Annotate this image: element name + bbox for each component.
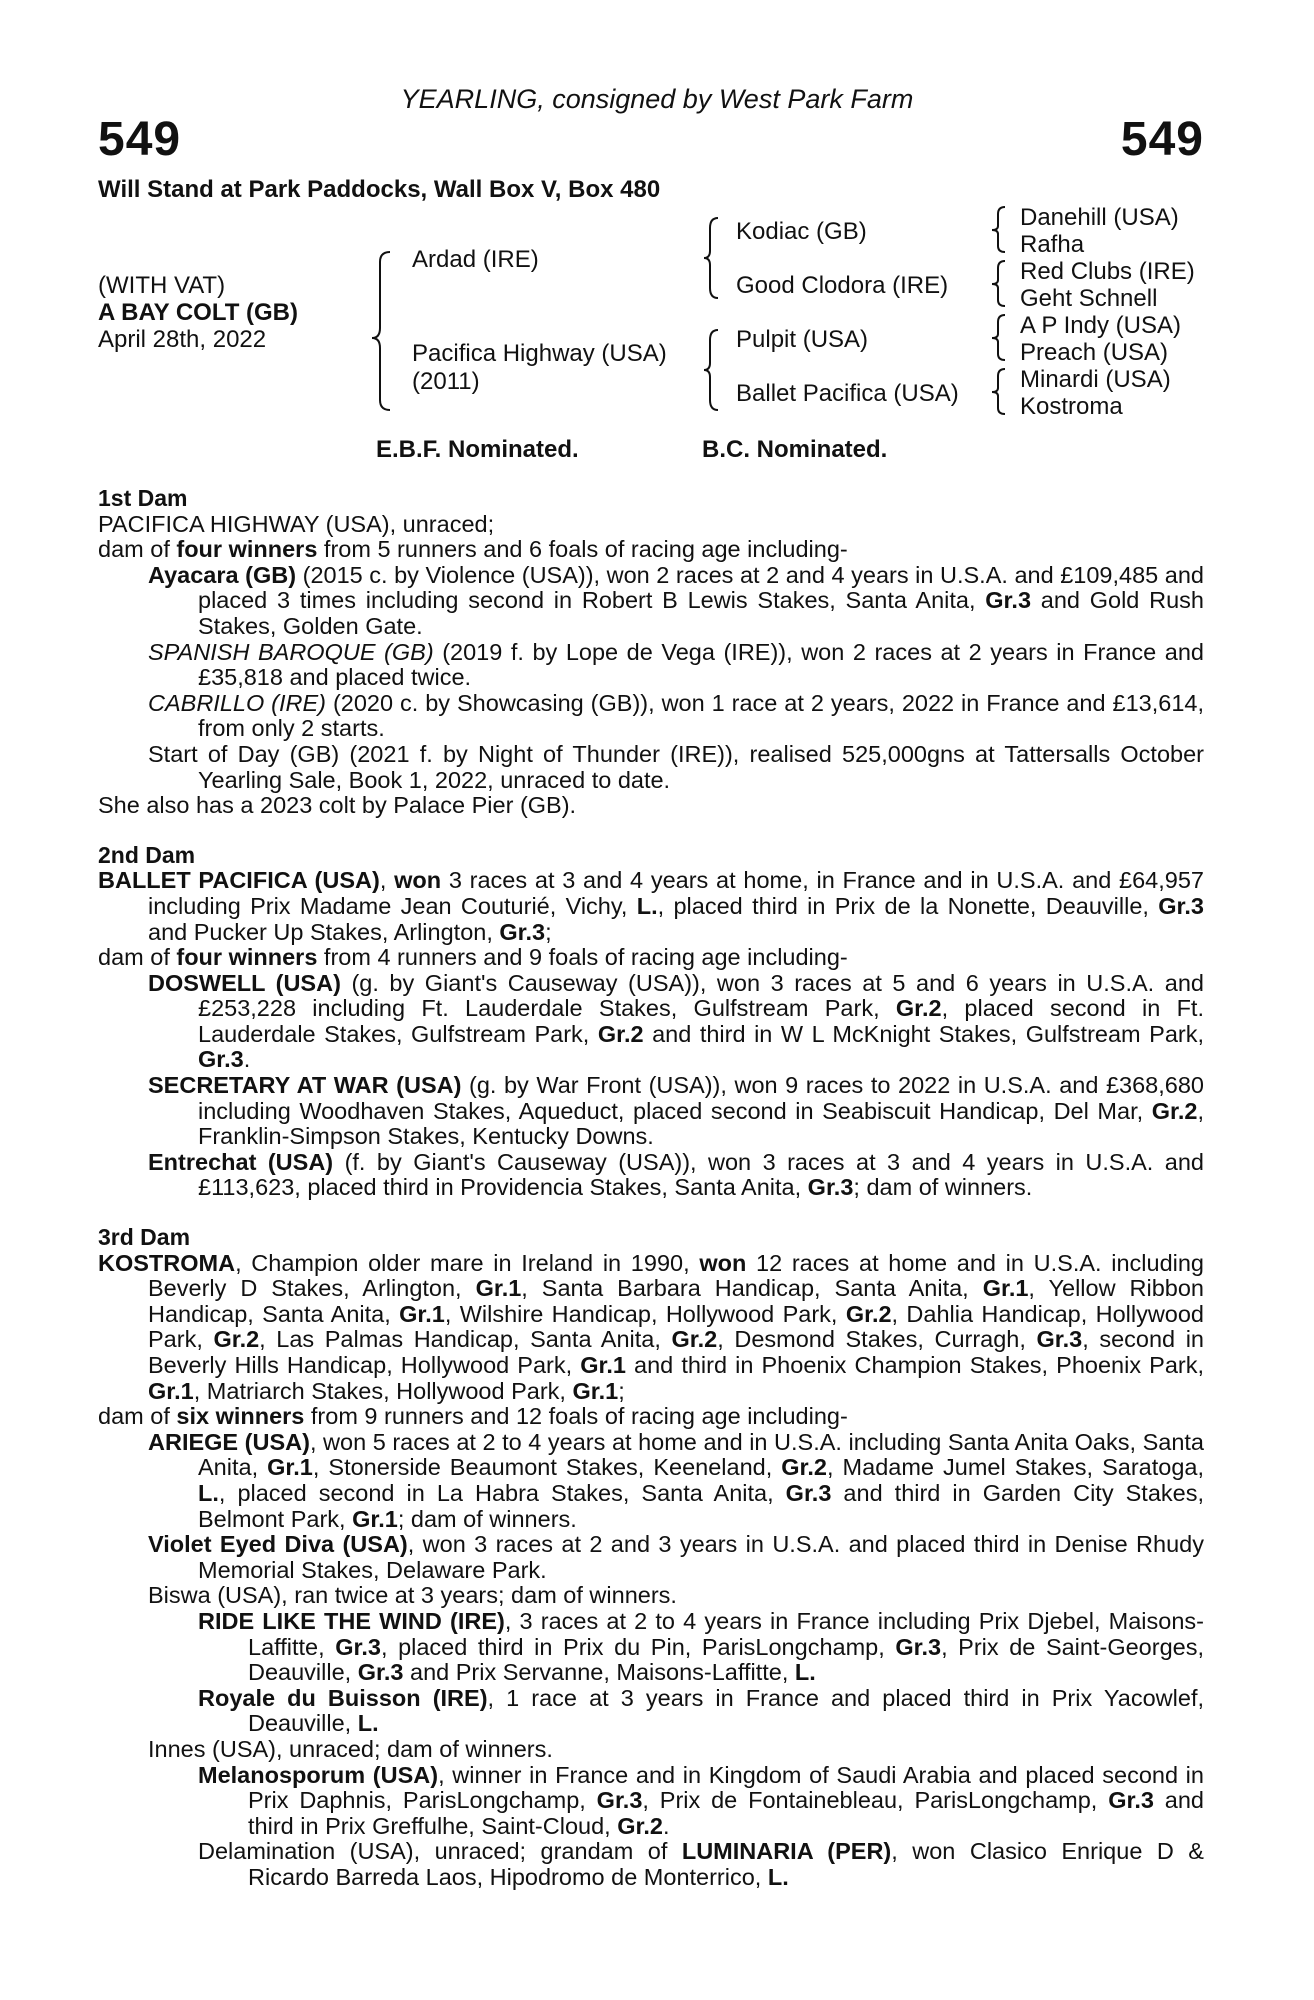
brace-sire — [704, 218, 718, 298]
ancestor-6: Preach (USA) — [1020, 339, 1169, 366]
produce-spanish-baroque: SPANISH BAROQUE (GB) (2019 f. by Lope de Vega (IRE)), won 2 races at 2 years in France and £35,818 and placed twice. — [148, 638, 1204, 691]
vat-note: (WITH VAT) — [98, 272, 226, 299]
second-dam-summary: dam of four winners from 4 runners and 9 foals of racing age including- — [98, 944, 848, 971]
first-dam-summary: dam of four winners from 5 runners and 6 foals of racing age including- — [98, 536, 848, 563]
page-subtitle: YEARLING, consigned by West Park Farm — [400, 84, 914, 114]
lot-number-right: 549 — [1120, 113, 1204, 166]
produce-royale-du-buisson: Royale du Buisson (IRE), 1 race at 3 years in France and placed third in Prix Yacowlef, Deauville, L. — [198, 1684, 1205, 1737]
produce-cabrillo: CABRILLO (IRE) (2020 c. by Showcasing (GB)), won 1 race at 2 years, 2022 in France and £13,614, from only 2 starts. — [148, 689, 1204, 742]
third-dam-heading: 3rd Dam — [98, 1224, 191, 1251]
produce-delamination: Delamination (USA), unraced; grandam of LUMINARIA (PER), won Clasico Enrique D & Ricardo Barreda Laos, Hipodromo de Monterrico, L. — [198, 1838, 1204, 1890]
sire: Ardad (IRE) — [412, 246, 539, 273]
brace-g-3 — [992, 315, 1005, 360]
third-dam-summary: dam of six winners from 9 runners and 12 foals of racing age including- — [98, 1403, 848, 1430]
produce-secretary-at-war: SECRETARY AT WAR (USA) (g. by War Front (USA)), won 9 races to 2022 in U.S.A. and £368,680 including Woodhaven Stakes, Aqueduct, placed second in Seabiscuit Handicap, Del Mar, Gr.2, Franklin-Simpson Stakes, Kentucky Downs. — [148, 1072, 1204, 1150]
ancestor-5: A P Indy (USA) — [1020, 312, 1181, 339]
produce-biswa: Biswa (USA), ran twice at 3 years; dam of winners. — [148, 1582, 677, 1609]
second-dam-record: BALLET PACIFICA (USA), won 3 races at 3 and 4 years at home, in France and in U.S.A. and £64,957 including Prix Madame Jean Couturié, Vichy, L., placed third in Prix de la Nonette, Deauville, Gr.3 and Pucker Up Stakes, Arlington, Gr.3; — [98, 867, 1204, 945]
ancestor-7: Minardi (USA) — [1020, 366, 1171, 393]
dam-sire: Pulpit (USA) — [736, 326, 869, 353]
dam: Pacifica Highway (USA) — [412, 340, 667, 367]
produce-entrechat: Entrechat (USA) (f. by Giant's Causeway (USA)), won 3 races at 3 and 4 years in U.S.A. and £113,623, placed third in Providencia Stakes, Santa Anita, Gr.3; dam of winners. — [148, 1148, 1204, 1201]
ancestor-2: Rafha — [1020, 231, 1085, 258]
brace-main — [372, 252, 390, 410]
produce-ariege: ARIEGE (USA), won 5 races at 2 to 4 years at home and in U.S.A. including Santa Anita Oaks, Santa Anita, Gr.1, Stonerside Beaumont Stakes, Keeneland, Gr.2, Madame Jumel Stakes, Saratoga, L., placed second in La Habra Stakes, Santa Anita, Gr.3 and third in Garden City Stakes, Belmont Park, Gr.1; dam of winners. — [148, 1428, 1205, 1532]
produce-start-of-day: Start of Day (GB) (2021 f. by Night of Thunder (IRE)), realised 525,000gns at Tattersalls October Yearling Sale, Book 1, 2022, unraced to date. — [148, 740, 1204, 793]
first-dam-also: She also has a 2023 colt by Palace Pier (GB). — [98, 792, 577, 819]
brace-dam — [704, 330, 718, 410]
brace-g-4 — [992, 369, 1005, 414]
first-dam-heading: 1st Dam — [98, 485, 188, 511]
ancestor-1: Danehill (USA) — [1020, 204, 1179, 231]
sire-dam: Good Clodora (IRE) — [736, 272, 949, 299]
produce-innes: Innes (USA), unraced; dam of winners. — [148, 1735, 553, 1762]
foaling-date: April 28th, 2022 — [98, 326, 267, 353]
first-dam-intro: PACIFICA HIGHWAY (USA), unraced; — [98, 510, 495, 537]
stand-location: Will Stand at Park Paddocks, Wall Box V, Box 480 — [98, 176, 661, 203]
brace-g-2 — [992, 261, 1005, 306]
ancestor-8: Kostroma — [1020, 393, 1123, 420]
ancestor-4: Geht Schnell — [1020, 285, 1158, 312]
dam-year: (2011) — [412, 368, 480, 395]
dam-dam: Ballet Pacifica (USA) — [736, 380, 959, 407]
horse-name: A BAY COLT (GB) — [98, 299, 299, 326]
ancestor-3: Red Clubs (IRE) — [1020, 258, 1195, 285]
produce-ride-like-the-wind: RIDE LIKE THE WIND (IRE), 3 races at 2 to 4 years in France including Prix Djebel, Maisons-Laffitte, Gr.3, placed third in Prix du Pin, ParisLongchamp, Gr.3, Prix de Saint-Georges, Deauville, Gr.3 and Prix Servanne, Maisons-Laffitte, L. — [198, 1607, 1204, 1686]
ebf-nomination: E.B.F. Nominated. — [376, 436, 579, 463]
produce-doswell: DOSWELL (USA) (g. by Giant's Causeway (USA)), won 3 races at 5 and 6 years in U.S.A. and £253,228 including Ft. Lauderdale Stakes, Gulfstream Park, Gr.2, placed second in Ft. Lauderdale Stakes, Gulfstream Park, Gr.2 and third in W L McKnight Stakes, Gulfstream Park, Gr.3. — [148, 969, 1204, 1073]
produce-violet-eyed-diva: Violet Eyed Diva (USA), won 3 races at 2 and 3 years in U.S.A. and placed third in Denise Rhudy Memorial Stakes, Delaware Park. — [148, 1531, 1204, 1583]
third-dam-record: KOSTROMA, Champion older mare in Ireland in 1990, won 12 races at home and in U.S.A. including Beverly D Stakes, Arlington, Gr.1, Santa Barbara Handicap, Santa Anita, Gr.1, Yellow Ribbon Handicap, Santa Anita, Gr.1, Wilshire Handicap, Hollywood Park, Gr.2, Dahlia Handicap, Hollywood Park, Gr.2, Las Palmas Handicap, Santa Anita, Gr.2, Desmond Stakes, Curragh, Gr.3, second in Beverly Hills Handicap, Hollywood Park, Gr.1 and third in Phoenix Champion Stakes, Phoenix Park, Gr.1, Matriarch Stakes, Hollywood Park, Gr.1; — [98, 1249, 1205, 1404]
brace-g-1 — [992, 207, 1005, 252]
produce-melanosporum: Melanosporum (USA), winner in France and in Kingdom of Saudi Arabia and placed second in Prix Daphnis, ParisLongchamp, Gr.3, Prix de Fontainebleau, ParisLongchamp, Gr.3 and third in Prix Greffulhe, Saint-Cloud, Gr.2. — [198, 1761, 1204, 1839]
produce-ayacara: Ayacara (GB) (2015 c. by Violence (USA)), won 2 races at 2 and 4 years in U.S.A. and £109,485 and placed 3 times including second in Robert B Lewis Stakes, Santa Anita, Gr.3 and Gold Rush Stakes, Golden Gate. — [148, 561, 1205, 639]
second-dam-heading: 2nd Dam — [98, 841, 196, 868]
produce-record — [98, 486, 1204, 1890]
bc-nomination: B.C. Nominated. — [702, 436, 888, 463]
sire-sire: Kodiac (GB) — [736, 218, 867, 245]
lot-number-left: 549 — [98, 113, 182, 166]
